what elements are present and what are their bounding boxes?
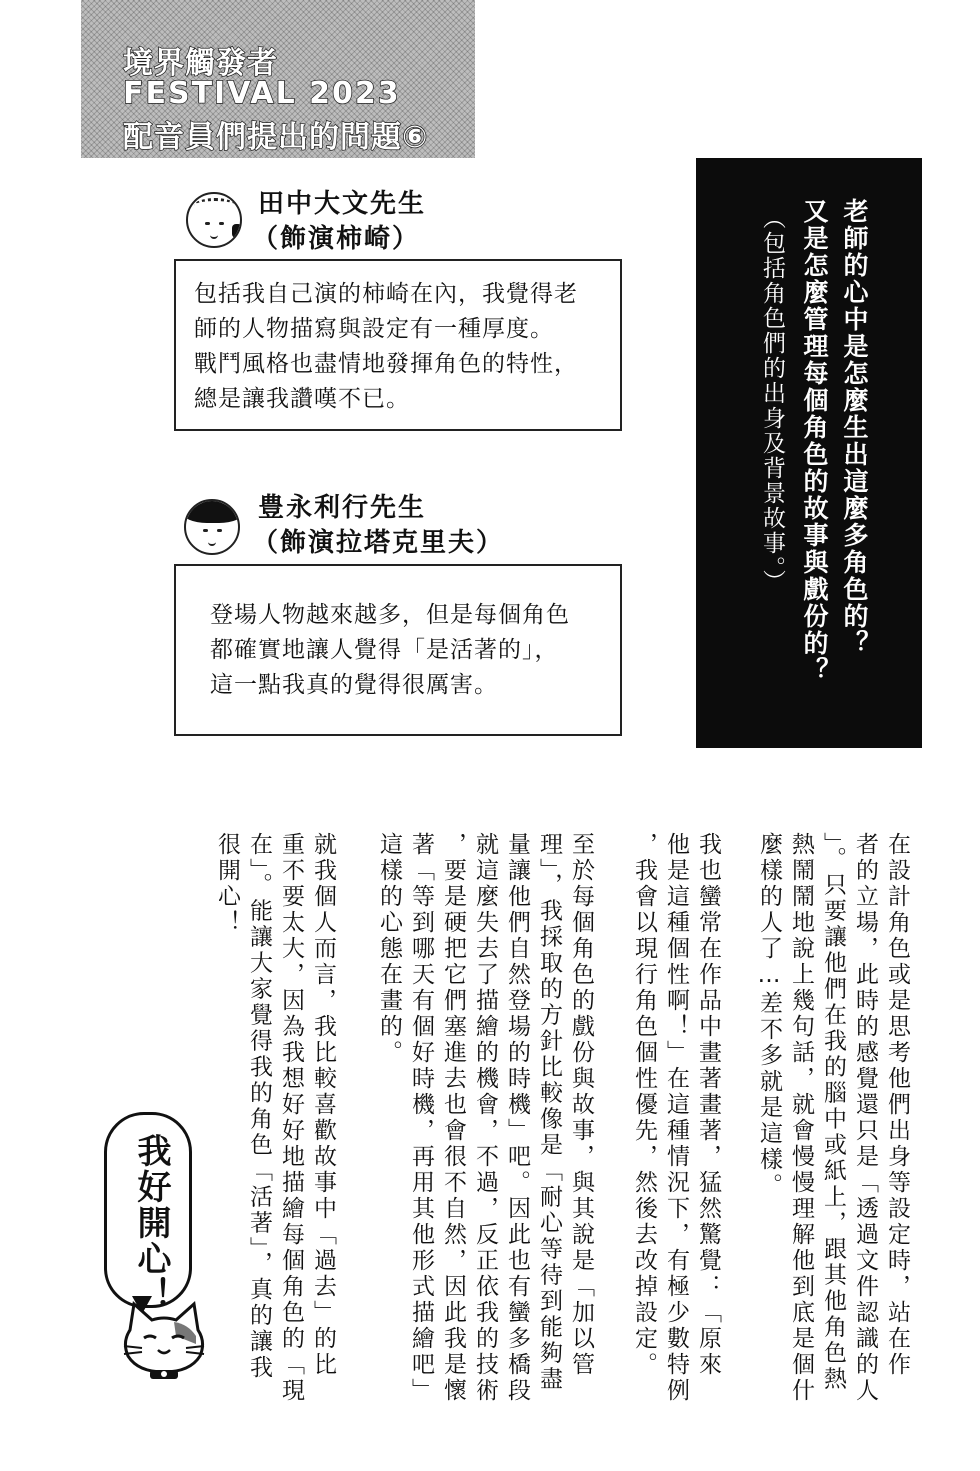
answer-column: 我也蠻常在作品中畫著畫著，猛然驚覺：「原來 bbox=[695, 832, 721, 1378]
speech-bubble bbox=[104, 1112, 192, 1313]
actor1-quote-line: 戰鬥風格也盡情地發揮角色的特性， bbox=[194, 351, 578, 377]
actor2-role: （飾演拉塔克里夫） bbox=[252, 528, 505, 558]
actor2-avatar bbox=[184, 499, 240, 555]
actor2-name: 豊永利行先生 bbox=[258, 493, 427, 523]
actor1-avatar bbox=[186, 192, 242, 248]
cat-mascot-icon bbox=[116, 1296, 212, 1392]
speech-bubble-text: 我好開心！ bbox=[131, 1133, 171, 1313]
answer-column: 很開心！ bbox=[214, 832, 240, 936]
banner-title-line1: 境界觸發者 bbox=[123, 46, 278, 81]
banner-title-line2: FESTIVAL 2023 bbox=[123, 76, 401, 111]
actor1-quote-line: 師的人物描寫與設定有一種厚度。 bbox=[194, 316, 554, 342]
actor1-quote-line: 總是讓我讚嘆不已。 bbox=[194, 386, 410, 412]
answer-column: 他是這種個性啊！」在這種情況下，有極少數特例 bbox=[663, 832, 689, 1404]
actor1-role: （飾演柿崎） bbox=[252, 224, 421, 254]
question-box bbox=[696, 158, 922, 748]
answer-column: ，要是硬把它們塞進去也會很不自然，因此我是懷 bbox=[440, 832, 466, 1404]
question-line: 又是怎麼管理每個角色的故事與戲份的？ bbox=[800, 198, 829, 684]
answer-column: 就這麼失去了描繪的機會，不過，反正依我的技術 bbox=[472, 832, 498, 1404]
answer-column: 」。只要讓他們在我的腦中或紙上，跟其他角色熱 bbox=[820, 832, 846, 1393]
answer-column: 理」，我採取的方針比較像是「耐心等待到能夠盡 bbox=[536, 832, 562, 1393]
actor2-quote-line: 都確實地讓人覺得「是活著的」， bbox=[210, 637, 559, 663]
answer-column: 至於每個角色的戲份與故事，與其說是「加以管 bbox=[568, 832, 594, 1378]
answer-column: 這樣的心態在畫的。 bbox=[376, 832, 402, 1066]
question-line: （包括角色們的出身及背景故事。） bbox=[759, 206, 785, 595]
answer-column: 者的立場，此時的感覺還只是「透過文件認識的人 bbox=[852, 832, 878, 1404]
actor1-name: 田中大文先生 bbox=[258, 189, 427, 219]
question-line: 老師的心中是怎麼生出這麼多角色的？ bbox=[840, 198, 869, 657]
actor1-quote-box bbox=[174, 259, 622, 431]
banner-title-line3: 配音員們提出的問題⑥ bbox=[123, 120, 429, 155]
answer-column: 熱鬧鬧地說上幾句話，就會慢慢理解他到底是個什 bbox=[788, 832, 814, 1404]
answer-column: 在設計角色或是思考他們出身等設定時，站在作 bbox=[884, 832, 910, 1378]
answer-column: ，我會以現行角色個性優先，然後去改掉設定。 bbox=[631, 832, 657, 1378]
answer-column: 麼樣的人了…差不多就是這樣。 bbox=[756, 832, 782, 1199]
title-banner bbox=[81, 0, 475, 158]
answer-column: 著「等到哪天有個好時機，再用其他形式描繪吧」 bbox=[408, 832, 434, 1404]
actor1-quote-line: 包括我自己演的柿崎在內，我覺得老 bbox=[194, 281, 578, 307]
answer-column: 在」。能讓大家覺得我的角色「活著」，真的讓我 bbox=[246, 832, 272, 1381]
actor2-quote-box bbox=[174, 564, 622, 736]
actor2-quote-line: 登場人物越來越多，但是每個角色 bbox=[210, 602, 570, 628]
answer-column: 量讓他們自然登場的時機」吧。因此也有蠻多橋段 bbox=[504, 832, 530, 1404]
answer-column: 重不要太大，因為我想好好地描繪每個角色的「現 bbox=[278, 832, 304, 1404]
answer-column: 就我個人而言，我比較喜歡故事中「過去」的比 bbox=[310, 832, 336, 1378]
actor2-quote-line: 這一點我真的覺得很厲害。 bbox=[210, 672, 498, 698]
